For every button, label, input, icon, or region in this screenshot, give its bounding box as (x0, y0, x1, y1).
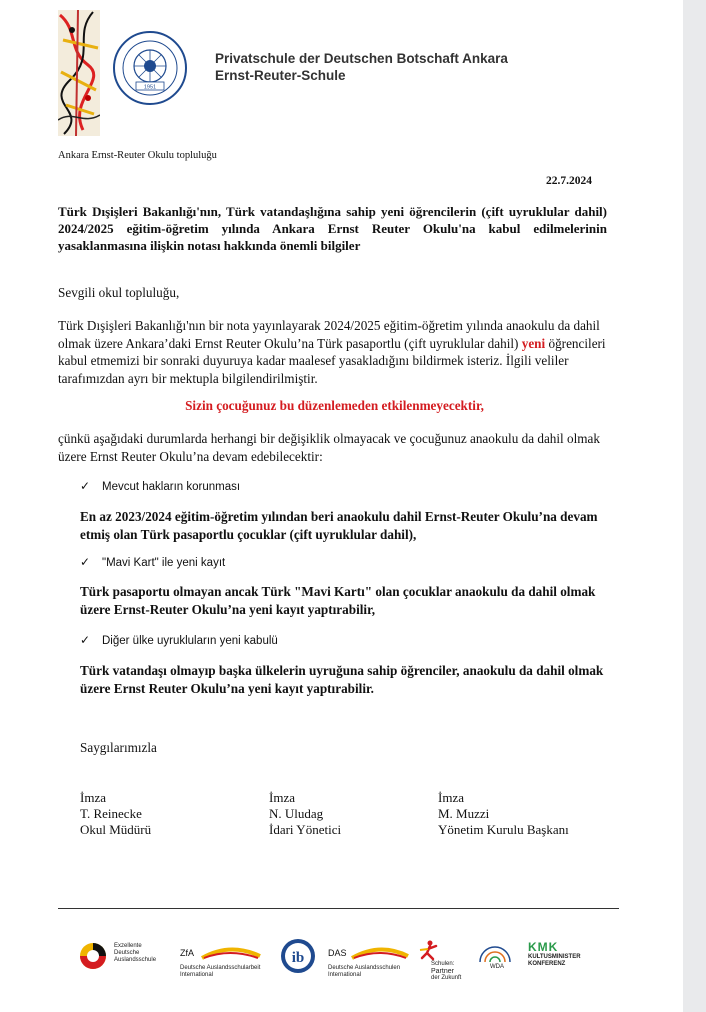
das-logo (328, 946, 410, 979)
checkmark-icon: ✓ (80, 555, 91, 569)
signature-name: T. Reinecke (80, 806, 142, 821)
notice-heading: Sizin çocuğunuz bu düzenlemeden etkilenmeyecektir, (185, 398, 484, 413)
kmk-line1: KULTUSMINISTER (528, 954, 581, 960)
logo-line: Deutsche (114, 950, 140, 956)
das-line1: Deutsche Auslandsschulen (328, 965, 401, 971)
signature-block-1 (80, 790, 151, 838)
school-seal-logo (112, 30, 188, 106)
signature-name: M. Muzzi (438, 806, 490, 821)
logo-line: Auslandsschule (114, 957, 157, 963)
zfa-line1: Deutsche Auslandsschularbeit (180, 965, 261, 971)
signature-label: İmza (438, 790, 464, 805)
school-name-line2: Ernst-Reuter-Schule (215, 68, 346, 83)
point-1-heading (80, 479, 240, 493)
point-1-text: En az 2023/2024 eğitim-öğretim yılından beri anaokulu dahil Ernst-Reuter Okulu’na devam etmiş olan Türk pasaportlu çocuklar (çift uyruklular dahil), (80, 509, 598, 542)
intro-highlight: yeni (521, 335, 546, 351)
ib-text: ib (291, 950, 305, 966)
excellente-logo-text (114, 943, 156, 964)
point-2-heading (80, 555, 225, 569)
das-swoosh-icon (328, 946, 410, 960)
signature-name: N. Uludag (269, 806, 324, 821)
point-3-text: Türk vatandaşı olmayıp başka ülkelerin uyruğuna sahip öğrenciler, anaokulu da dahil olmak üzere Ernst Reuter Okulu’na yeni kayıt yaptırabilir. (80, 663, 604, 696)
pasch-figure-icon (418, 940, 440, 962)
checkmark-icon: ✓ (80, 633, 91, 647)
pasch-logo-text (431, 961, 461, 982)
wda-logo-icon (476, 940, 514, 966)
kmk-line2: KONFERENZ (528, 961, 566, 967)
zfa-logo (180, 946, 262, 979)
signature-block-2 (269, 790, 341, 838)
zfa-abbr: ZfA (180, 948, 195, 958)
closing: Saygılarımızla (80, 740, 157, 755)
point-3-title: Diğer ülke uyrukluların yeni kabulü (102, 635, 278, 647)
intro-paragraph (58, 317, 611, 387)
logo-line: der Zukunft (431, 975, 462, 981)
letter-date: 22.7.2024 (546, 175, 592, 187)
logo-line: Partner (431, 968, 454, 975)
signature-role: Okul Müdürü (80, 822, 152, 837)
signature-block-3 (438, 790, 569, 838)
kmk-logo (528, 940, 581, 968)
signature-label: İmza (80, 790, 106, 805)
point-2-title: "Mavi Kart" ile yeni kayıt (102, 557, 226, 569)
footer-divider (58, 908, 619, 909)
checkmark-icon: ✓ (80, 479, 91, 493)
point-3-heading (80, 633, 278, 647)
excellente-logo-icon (78, 941, 108, 971)
because-paragraph: çünkü aşağıdaki durumlarda herhangi bir değişiklik olmayacak ve çocuğunuz anaokulu da dahil olmak üzere Ernst Reuter Okulu’na devam edebilecektir: (58, 431, 600, 464)
point-1-title: Mevcut hakların korunması (102, 481, 241, 493)
logo-line: Schulen: (431, 961, 455, 967)
abstract-artwork (58, 10, 100, 136)
signature-role: Yönetim Kurulu Başkanı (438, 822, 569, 837)
signature-label: İmza (269, 790, 295, 805)
signature-role: İdari Yönetici (269, 822, 342, 837)
wda-text: WDA (490, 964, 504, 970)
das-abbr: DAS (328, 948, 347, 958)
point-2-text: Türk pasaportu olmayan ancak Türk "Mavi Kartı" olan çocuklar anaokulu da dahil olmak üzere Ernst-Reuter Okulu’na yeni kayıt yaptırabilir, (80, 584, 596, 617)
recipient: Ankara Ernst-Reuter Okulu topluluğu (58, 150, 217, 161)
school-name-line1: Privatschule der Deutschen Botschaft Ankara (215, 51, 508, 66)
zfa-swoosh-icon (180, 946, 262, 960)
ib-logo-icon (280, 938, 316, 974)
subject-line: Türk Dışişleri Bakanlığı'nın, Türk vatandaşlığına sahip yeni öğrencilerin (çift uyruklular dahil) 2024/2025 eğitim-öğretim yılında Ankara Ernst Reuter Okulu'na kabul edilmelerinin yasaklanmasına ilişkin notası hakkında önemli bilgiler (58, 204, 607, 253)
intro-text-2: öğrencileri kabul etmemizi bir sonraki duyuruya kadar maalesef yasakladığını bildirmek isteriz. İlgili veliler tarafımızdan ayrı bir mektupla bilgilendirilmiştir. (58, 335, 606, 386)
logo-line: Exzellente (114, 943, 142, 949)
zfa-line2: International (180, 972, 214, 978)
salutation: Sevgili okul topluluğu, (58, 285, 180, 300)
das-line2: International (328, 972, 362, 978)
intro-text-1: Türk Dışişleri Bakanlığı'nın bir nota yayınlayarak 2024/2025 eğitim-öğretim yılında anaokulu da dahil olmak üzere Ankara’daki Ernst Reuter Okulu’na Türk pasaportlu (çift uyruklular dahil) (58, 318, 600, 351)
seal-year: 1951 (143, 84, 157, 91)
kmk-abbr: KMK (528, 940, 559, 954)
